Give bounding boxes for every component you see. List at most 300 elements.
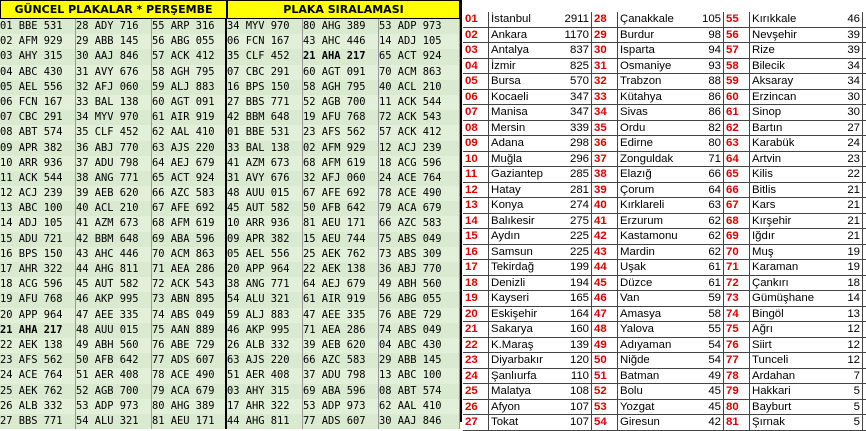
city-name: Karaman — [752, 261, 799, 273]
city-code: 61 — [724, 105, 750, 120]
plate-cell: 59 ALJ 883 — [227, 308, 303, 323]
city-code: 27 — [463, 415, 489, 430]
city-entry — [592, 121, 724, 136]
city-name: Çorum — [620, 183, 655, 196]
city-name: Ardahan — [752, 369, 796, 382]
city-count: 46 — [847, 13, 860, 25]
city-name: Zonguldak — [620, 152, 674, 165]
city-code: 17 — [463, 260, 489, 275]
city-name: Iğdır — [752, 230, 775, 242]
city-name: Manisa — [491, 106, 528, 118]
city-code: 22 — [463, 338, 489, 353]
city-count: 39 — [847, 28, 860, 41]
plate-cell: 06 FCN 167 — [0, 95, 76, 110]
city-code: 08 — [463, 121, 489, 136]
city-name: K.Maraş — [491, 338, 534, 351]
city-name: Kırklareli — [620, 199, 665, 211]
city-code: 79 — [724, 384, 750, 399]
city-name: Batman — [620, 369, 660, 382]
city-count: 7 — [853, 369, 860, 382]
city-code: 28 — [592, 12, 618, 27]
panel-divider — [460, 0, 462, 422]
city-row — [463, 152, 866, 168]
city-count: 30 — [847, 106, 860, 118]
city-code: 09 — [463, 136, 489, 151]
city-entry — [592, 12, 724, 27]
plate-cell: 17 AHR 322 — [227, 399, 303, 414]
city-code: 25 — [463, 384, 489, 399]
plate-cell: 28 ADY 716 — [76, 19, 152, 34]
plate-row — [0, 110, 460, 125]
city-code: 10 — [463, 152, 489, 167]
plate-cell: 34 MYV 970 — [76, 110, 152, 125]
plate-cell: 57 ACK 412 — [152, 49, 227, 64]
plate-cell: 16 BPS 150 — [0, 247, 76, 262]
city-count: 298 — [569, 137, 589, 149]
left-header — [0, 0, 460, 19]
plate-row — [0, 65, 460, 80]
city-row — [463, 338, 866, 354]
plate-cell: 62 AAL 410 — [152, 125, 227, 140]
city-count: 347 — [569, 90, 589, 103]
city-count: 2911 — [564, 13, 589, 25]
city-count: 82 — [708, 121, 721, 134]
city-count: 98 — [708, 28, 721, 41]
city-entry — [724, 43, 863, 58]
city-count: 61 — [708, 276, 721, 289]
city-name: Düzce — [620, 276, 653, 289]
plate-cell: 67 AFE 692 — [303, 186, 379, 201]
city-count: 18 — [847, 276, 860, 289]
city-entry — [463, 43, 592, 58]
city-count: 58 — [708, 307, 721, 320]
city-count: 19 — [847, 261, 860, 273]
plate-cell: 61 AIR 919 — [152, 110, 227, 125]
city-code: 41 — [592, 214, 618, 229]
city-code: 33 — [592, 90, 618, 105]
city-count: 12 — [847, 354, 860, 366]
city-name: Siirt — [752, 338, 772, 351]
city-entry — [592, 229, 724, 244]
city-code: 70 — [724, 245, 750, 260]
city-entry — [463, 105, 592, 120]
city-name: Bilecik — [752, 59, 785, 72]
plate-cell: 77 ADS 607 — [303, 414, 379, 429]
city-name: Kilis — [752, 168, 773, 180]
plate-cell: 49 ABH 560 — [76, 338, 152, 353]
city-name: Şanlıurfa — [491, 369, 537, 382]
city-count: 62 — [708, 245, 721, 258]
city-entry — [463, 136, 592, 151]
plate-cell: 13 ABC 100 — [0, 201, 76, 216]
city-code: 63 — [724, 136, 750, 151]
city-name: Malatya — [491, 385, 531, 397]
city-count: 63 — [708, 199, 721, 211]
plate-cell: 73 ABS 309 — [379, 247, 460, 262]
city-count: 108 — [569, 385, 589, 397]
city-entry — [592, 90, 724, 105]
city-entry — [724, 90, 863, 105]
city-code: 18 — [463, 276, 489, 291]
city-code: 58 — [724, 59, 750, 74]
plate-cell: 29 ABB 145 — [379, 353, 460, 368]
plate-cell: 60 AGT 091 — [152, 95, 227, 110]
city-code: 74 — [724, 307, 750, 322]
city-entry — [463, 12, 592, 27]
city-name: Aydın — [491, 230, 520, 242]
plate-cell: 50 AFB 642 — [303, 201, 379, 216]
city-name: Ağrı — [752, 323, 773, 335]
city-code: 47 — [592, 307, 618, 322]
plate-cell: 65 ACT 924 — [379, 49, 460, 64]
city-name: Adıyaman — [620, 338, 672, 351]
plate-cell: 39 AEB 620 — [76, 186, 152, 201]
city-row — [463, 59, 866, 75]
city-name: Ordu — [620, 121, 646, 134]
city-name: Hatay — [491, 183, 521, 196]
plate-cell: 44 AHG 811 — [76, 262, 152, 277]
city-entry — [724, 229, 863, 244]
ranking-header-spacer — [463, 0, 866, 12]
city-entry — [463, 307, 592, 322]
city-row — [463, 307, 866, 323]
plate-cell: 45 AUT 582 — [76, 277, 152, 292]
city-name: Van — [620, 292, 640, 304]
city-entry — [592, 353, 724, 368]
city-count: 88 — [708, 75, 721, 87]
plate-cell: 11 ACK 544 — [0, 171, 76, 186]
city-entry — [724, 121, 863, 136]
plate-cell: 10 ARR 936 — [227, 216, 303, 231]
city-name: Burdur — [620, 28, 655, 41]
city-count: 49 — [708, 369, 721, 382]
city-entry — [724, 183, 863, 198]
city-ranking-panel — [463, 0, 866, 428]
city-code: 48 — [592, 322, 618, 337]
city-code: 30 — [592, 43, 618, 58]
city-code: 77 — [724, 353, 750, 368]
city-name: Uşak — [620, 261, 646, 273]
plate-cell: 47 AEE 335 — [76, 308, 152, 323]
plate-cell: 43 AHC 446 — [76, 247, 152, 262]
city-row — [463, 43, 866, 59]
plate-cell: 23 AFS 562 — [0, 353, 76, 368]
city-code: 49 — [592, 338, 618, 353]
plate-cell: 76 ABE 729 — [152, 338, 227, 353]
city-code: 37 — [592, 152, 618, 167]
city-name: Kırşehir — [752, 214, 792, 227]
plate-cell: 42 BBM 648 — [227, 110, 303, 125]
plate-cell: 46 AKP 995 — [227, 323, 303, 338]
plate-cell: 77 ADS 607 — [152, 353, 227, 368]
plate-cell: 01 BBE 531 — [0, 19, 76, 34]
city-entry — [592, 105, 724, 120]
city-name: Niğde — [620, 354, 650, 366]
plate-cell: 24 ACE 764 — [0, 368, 76, 383]
plate-cell: 49 ABH 560 — [379, 277, 460, 292]
plate-ranking-title: PLAKA SIRALAMASI — [227, 0, 460, 19]
plate-row — [0, 414, 460, 429]
plate-cell: 38 ANG 771 — [76, 171, 152, 186]
city-name: Isparta — [620, 44, 655, 56]
plate-cell: 58 AGH 795 — [152, 65, 227, 80]
plate-cell: 64 AEJ 679 — [152, 156, 227, 171]
city-count: 5 — [853, 385, 860, 397]
plate-cell: 81 AEU 171 — [303, 216, 379, 231]
plate-cell: 67 AFE 692 — [152, 201, 227, 216]
plate-cell: 32 AFJ 060 — [76, 80, 152, 95]
city-entry — [724, 28, 863, 43]
city-entry — [463, 338, 592, 353]
city-count: 825 — [569, 59, 589, 72]
city-name: Karabük — [752, 137, 795, 149]
city-count: 347 — [569, 106, 589, 118]
plate-cell: 30 AAJ 846 — [76, 49, 152, 64]
city-entry — [592, 74, 724, 89]
city-entry — [592, 400, 724, 415]
plate-cell: 53 ADP 973 — [76, 399, 152, 414]
city-entry — [463, 384, 592, 399]
city-name: Kayseri — [491, 292, 529, 304]
plate-cell: 03 AHY 315 — [227, 384, 303, 399]
city-code: 35 — [592, 121, 618, 136]
city-name: Balıkesir — [491, 214, 535, 227]
plate-cell: 37 ADU 798 — [303, 368, 379, 383]
city-name: Bitlis — [752, 183, 777, 196]
plate-row — [0, 156, 460, 171]
city-count: 199 — [569, 261, 589, 273]
plate-cell: 56 ABG 055 — [152, 34, 227, 49]
city-name: Kars — [752, 199, 776, 211]
city-entry — [724, 338, 863, 353]
city-count: 21 — [847, 214, 860, 227]
plate-cell: 64 AEJ 679 — [303, 277, 379, 292]
city-entry — [463, 198, 592, 213]
city-count: 93 — [708, 59, 721, 72]
city-entry — [463, 28, 592, 43]
plate-cell: 51 AER 408 — [227, 368, 303, 383]
city-name: Denizli — [491, 276, 526, 289]
city-name: Çankırı — [752, 276, 789, 289]
plate-row — [0, 292, 460, 307]
plate-row — [0, 80, 460, 95]
city-count: 107 — [569, 416, 589, 428]
city-count: 94 — [708, 44, 721, 56]
city-entry — [724, 400, 863, 415]
city-name: Bingöl — [752, 307, 784, 320]
city-name: Eskişehir — [491, 307, 538, 320]
city-name: Elazığ — [620, 168, 652, 180]
plate-cell: 54 ALU 321 — [227, 292, 303, 307]
city-row — [463, 276, 866, 292]
city-name: Osmaniye — [620, 59, 672, 72]
city-code: 16 — [463, 245, 489, 260]
plate-cell: 73 ABN 895 — [152, 292, 227, 307]
city-entry — [463, 260, 592, 275]
plate-cell: 75 AAN 889 — [152, 323, 227, 338]
plate-cell: 01 BBE 531 — [227, 125, 303, 140]
city-code: 50 — [592, 353, 618, 368]
city-count: 55 — [708, 323, 721, 335]
city-entry — [463, 415, 592, 430]
plate-cell: 79 ACA 679 — [152, 384, 227, 399]
plate-row — [0, 262, 460, 277]
city-entry — [463, 74, 592, 89]
city-count: 139 — [569, 338, 589, 351]
plate-cell: 08 ABT 574 — [0, 125, 76, 140]
city-count: 45 — [708, 385, 721, 397]
city-count: 12 — [847, 338, 860, 351]
plate-row — [0, 34, 460, 49]
city-count: 5 — [853, 400, 860, 413]
city-entry — [724, 353, 863, 368]
city-code: 14 — [463, 214, 489, 229]
plate-rows — [0, 19, 460, 429]
city-entry — [592, 291, 724, 306]
plate-row — [0, 338, 460, 353]
city-count: 107 — [569, 400, 589, 413]
city-code: 51 — [592, 369, 618, 384]
city-name: Sivas — [620, 106, 648, 118]
plate-cell: 42 BBM 648 — [76, 232, 152, 247]
city-count: 21 — [847, 230, 860, 242]
plate-cell: 74 ABS 049 — [379, 323, 460, 338]
plate-cell: 71 AEA 286 — [152, 262, 227, 277]
city-name: İstanbul — [491, 13, 531, 25]
city-entry — [724, 384, 863, 399]
plate-cell: 48 AUU 015 — [227, 186, 303, 201]
city-name: Diyarbakır — [491, 354, 543, 366]
plate-cell: 59 ALJ 883 — [152, 80, 227, 95]
city-count: 225 — [569, 230, 589, 242]
city-code: 44 — [592, 260, 618, 275]
city-entry — [463, 400, 592, 415]
city-code: 15 — [463, 229, 489, 244]
plate-cell: 14 ADJ 105 — [0, 216, 76, 231]
city-name: Amasya — [620, 307, 662, 320]
city-count: 12 — [847, 323, 860, 335]
plate-cell: 03 AHY 315 — [0, 49, 76, 64]
plate-cell: 09 APR 382 — [0, 141, 76, 156]
city-name: Trabzon — [620, 75, 662, 87]
plate-row — [0, 277, 460, 292]
city-count: 59 — [708, 292, 721, 304]
city-code: 43 — [592, 245, 618, 260]
city-code: 06 — [463, 90, 489, 105]
city-count: 34 — [847, 75, 860, 87]
city-count: 54 — [708, 354, 721, 366]
plate-cell: 62 AAL 410 — [379, 399, 460, 414]
city-code: 03 — [463, 43, 489, 58]
city-name: Erzincan — [752, 90, 797, 103]
plate-cell: 34 MYV 970 — [227, 19, 303, 34]
plate-cell: 09 APR 382 — [227, 232, 303, 247]
plate-cell: 66 AZC 583 — [379, 216, 460, 231]
city-name: Sakarya — [491, 323, 533, 335]
city-entry — [724, 12, 863, 27]
city-code: 45 — [592, 276, 618, 291]
city-code: 81 — [724, 415, 750, 430]
city-code: 12 — [463, 183, 489, 198]
city-name: Erzurum — [620, 214, 664, 227]
plate-cell: 45 AUT 582 — [227, 201, 303, 216]
plate-cell: 21 AHA 217 — [303, 49, 379, 64]
city-row — [463, 229, 866, 245]
city-entry — [592, 214, 724, 229]
plate-cell: 35 CLF 452 — [227, 49, 303, 64]
city-name: Şırnak — [752, 416, 785, 428]
city-row — [463, 400, 866, 416]
city-entry — [592, 183, 724, 198]
city-count: 86 — [708, 90, 721, 103]
city-name: Antalya — [491, 44, 529, 56]
city-code: 05 — [463, 74, 489, 89]
plate-cell: 69 ABA 596 — [303, 384, 379, 399]
city-row — [463, 74, 866, 90]
plate-cell: 40 ACL 210 — [76, 201, 152, 216]
city-entry — [592, 384, 724, 399]
city-code: 72 — [724, 276, 750, 291]
city-name: Kastamonu — [620, 230, 678, 242]
plate-cell: 05 AEL 556 — [0, 80, 76, 95]
city-name: Giresun — [620, 416, 660, 428]
city-count: 27 — [847, 121, 860, 134]
city-row — [463, 353, 866, 369]
city-name: Gaziantep — [491, 168, 543, 180]
city-entry — [592, 260, 724, 275]
city-code: 80 — [724, 400, 750, 415]
city-count: 194 — [569, 276, 589, 289]
city-name: Samsun — [491, 245, 533, 258]
plate-row — [0, 384, 460, 399]
plate-row — [0, 201, 460, 216]
city-name: Mardin — [620, 245, 655, 258]
city-name: Bartın — [752, 121, 783, 134]
city-code: 73 — [724, 291, 750, 306]
city-code: 38 — [592, 167, 618, 182]
city-row — [463, 167, 866, 183]
plate-row — [0, 171, 460, 186]
city-code: 69 — [724, 229, 750, 244]
city-count: 61 — [708, 261, 721, 273]
plate-cell: 36 ABJ 770 — [379, 262, 460, 277]
plate-cell: 47 AEE 335 — [303, 308, 379, 323]
city-count: 71 — [708, 152, 721, 165]
city-code: 34 — [592, 105, 618, 120]
city-row — [463, 198, 866, 214]
plate-cell: 76 ABE 729 — [379, 308, 460, 323]
city-count: 14 — [847, 292, 860, 304]
city-entry — [724, 307, 863, 322]
plate-cell: 75 ABS 049 — [379, 232, 460, 247]
city-name: Muğla — [491, 152, 523, 165]
plate-cell: 78 ACE 490 — [379, 186, 460, 201]
city-name: Edirne — [620, 137, 653, 149]
city-row — [463, 245, 866, 261]
city-count: 274 — [569, 199, 589, 211]
plate-cell: 29 ABB 145 — [76, 34, 152, 49]
plate-cell: 24 ACE 764 — [379, 171, 460, 186]
city-code: 53 — [592, 400, 618, 415]
city-code: 20 — [463, 307, 489, 322]
city-rows — [463, 12, 866, 431]
city-name: Konya — [491, 199, 524, 211]
city-code: 56 — [724, 28, 750, 43]
city-name: Kütahya — [620, 90, 662, 103]
plate-cell: 15 AEU 744 — [303, 232, 379, 247]
city-code: 64 — [724, 152, 750, 167]
city-entry — [463, 183, 592, 198]
